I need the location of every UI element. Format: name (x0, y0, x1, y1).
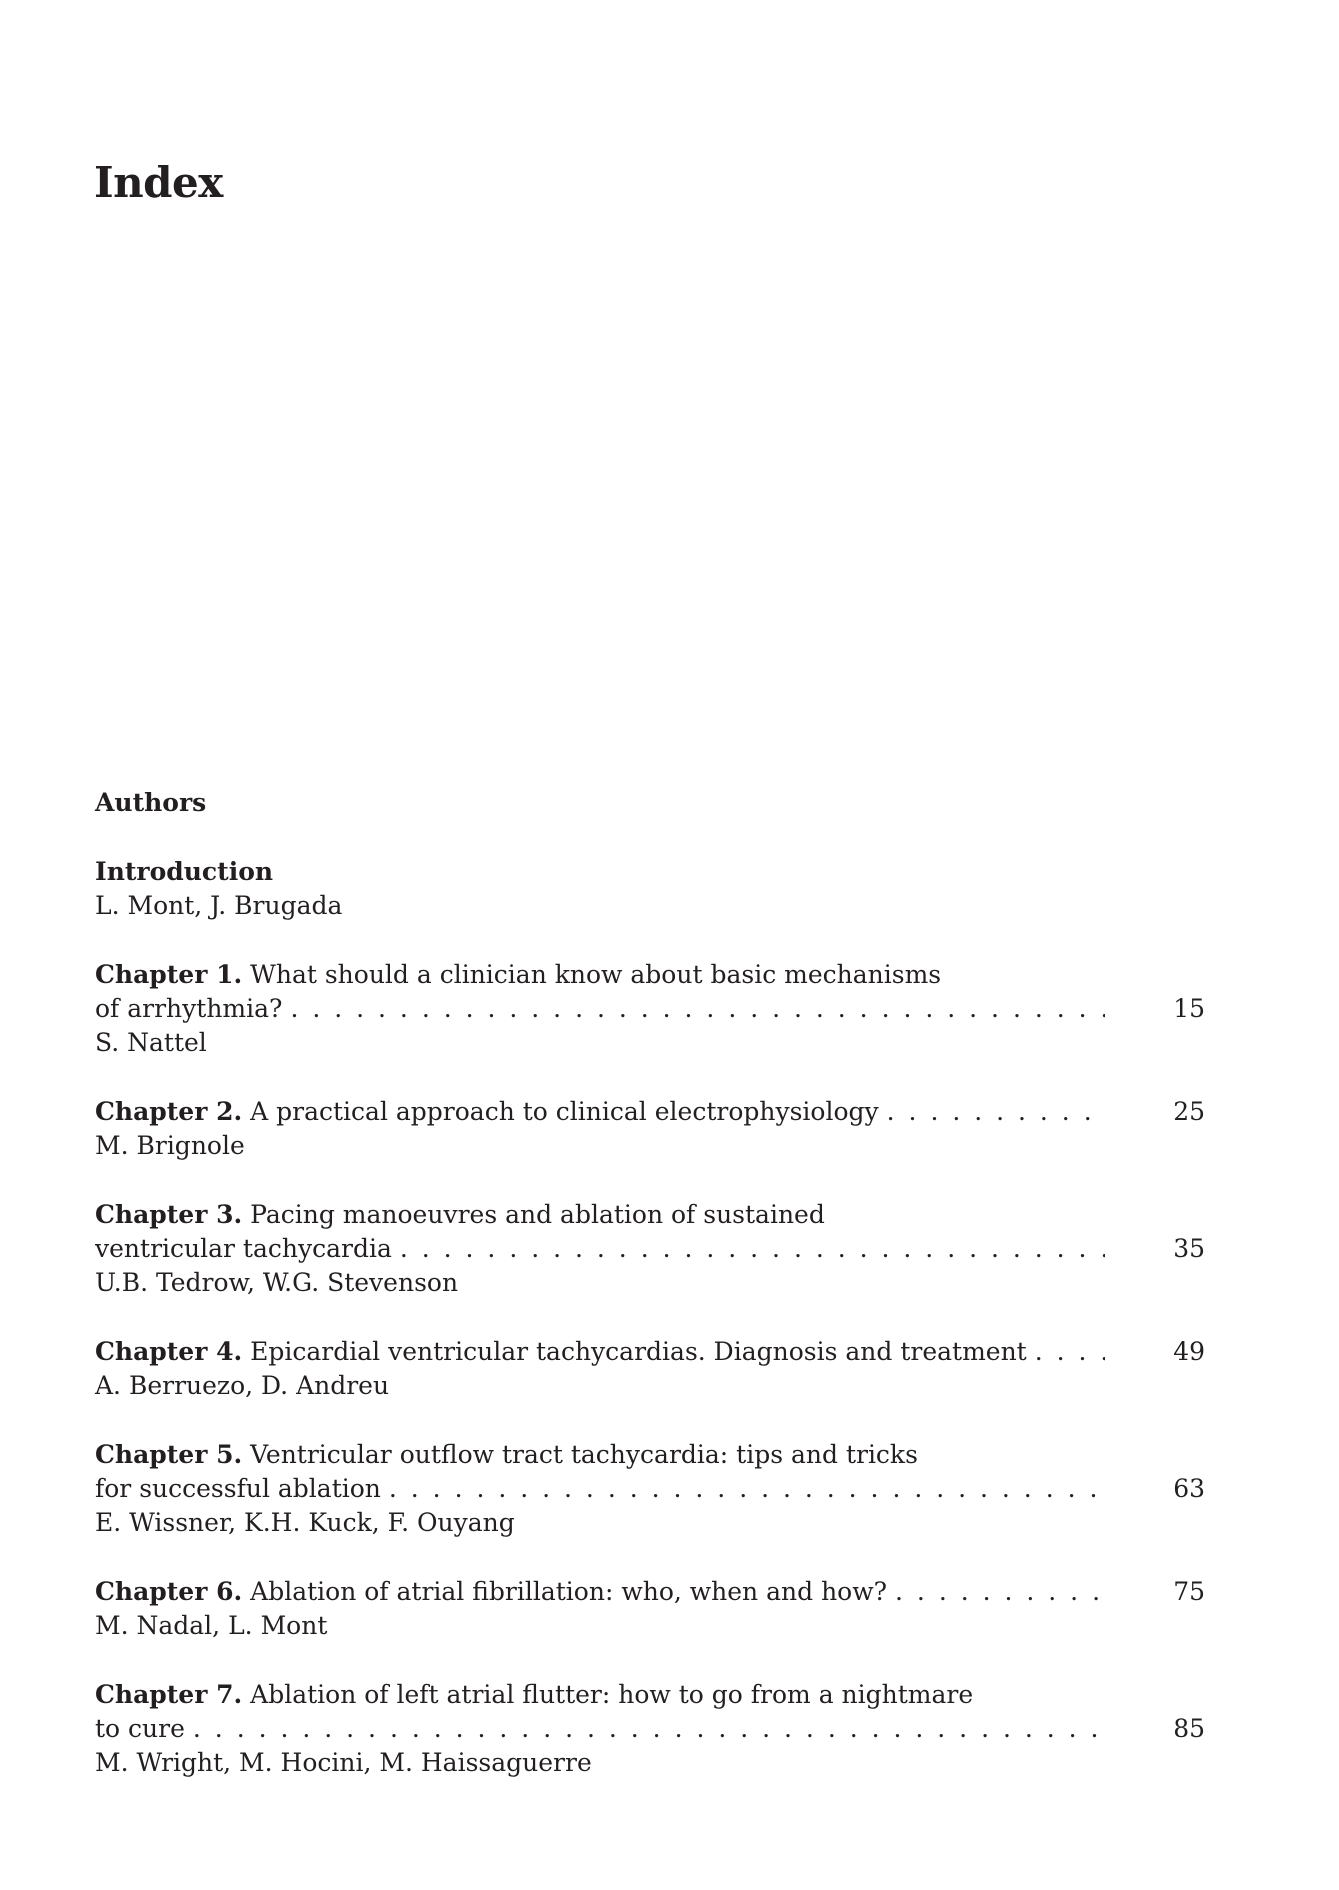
toc-entry-chapter-1[interactable] (95, 958, 1205, 1060)
toc-entry-chapter-2[interactable] (95, 1095, 1205, 1163)
toc-entry-title-line (95, 855, 1205, 889)
entry-page-number: 63 (1173, 1474, 1205, 1503)
toc-entry-title-line (95, 1335, 1205, 1369)
entry-label: Chapter 3. (95, 1200, 243, 1229)
entry-title: Ventricular outflow tract tachycardia: tips and tricks (250, 1440, 918, 1469)
toc-entry-title-line (95, 1678, 1205, 1712)
entry-label: Chapter 6. (95, 1577, 243, 1606)
toc-entry-title-line (95, 1095, 1205, 1129)
entry-page-number: 85 (1173, 1714, 1205, 1743)
dot-leader (389, 1472, 1105, 1506)
toc-entry-introduction[interactable] (95, 855, 1205, 923)
entry-page-number: 15 (1173, 994, 1205, 1023)
entry-label: Introduction (95, 857, 274, 886)
entry-title-continued: of arrhythmia? (95, 994, 283, 1023)
toc-entry-chapter-5[interactable] (95, 1438, 1205, 1540)
entry-label: Chapter 2. (95, 1097, 243, 1126)
entry-title: Pacing manoeuvres and ablation of sustained (250, 1200, 825, 1229)
page-title: Index (94, 158, 223, 207)
toc-entry-title-line (95, 992, 1205, 1026)
entry-authors: M. Nadal, L. Mont (95, 1611, 328, 1640)
entry-authors: U.B. Tedrow, W.G. Stevenson (95, 1268, 459, 1297)
entry-title: Ablation of atrial fibrillation: who, when and how? (250, 1577, 888, 1606)
entry-title: Ablation of left atrial flutter: how to go from a nightmare (250, 1680, 974, 1709)
section-heading-authors: Authors (95, 788, 207, 817)
entry-authors: M. Wright, M. Hocini, M. Haissaguerre (95, 1748, 592, 1777)
toc-entry-title-line (95, 1575, 1205, 1609)
entry-title: Epicardial ventricular tachycardias. Diagnosis and treatment (250, 1337, 1027, 1366)
entry-title: What should a clinician know about basic mechanisms (250, 960, 942, 989)
toc-entry-chapter-7[interactable] (95, 1678, 1205, 1780)
entry-authors: A. Berruezo, D. Andreu (95, 1371, 390, 1400)
entry-title-continued: for successful ablation (95, 1474, 381, 1503)
toc-entry-title-line (95, 1438, 1205, 1472)
entry-label: Chapter 7. (95, 1680, 243, 1709)
entry-label: Chapter 5. (95, 1440, 243, 1469)
toc-entry-title-line (95, 1232, 1205, 1266)
dot-leader (895, 1575, 1105, 1609)
entry-authors: S. Nattel (95, 1028, 207, 1057)
entry-page-number: 25 (1173, 1097, 1205, 1126)
toc-entry-title-line (95, 958, 1205, 992)
entry-authors: L. Mont, J. Brugada (95, 891, 343, 920)
dot-leader (400, 1232, 1105, 1266)
toc-entry-title-line (95, 1198, 1205, 1232)
entry-page-number: 49 (1173, 1337, 1205, 1366)
dot-leader (193, 1712, 1105, 1746)
dot-leader (290, 992, 1105, 1026)
entry-page-number: 35 (1173, 1234, 1205, 1263)
dot-leader (887, 1095, 1105, 1129)
toc-entry-chapter-3[interactable] (95, 1198, 1205, 1300)
entry-page-number: 75 (1173, 1577, 1205, 1606)
toc-entry-chapter-4[interactable] (95, 1335, 1205, 1403)
entry-authors: E. Wissner, K.H. Kuck, F. Ouyang (95, 1508, 515, 1537)
toc-entry-title-line (95, 1472, 1205, 1506)
toc-entry-title-line (95, 1712, 1205, 1746)
table-of-contents (95, 786, 1205, 1815)
toc-entry-chapter-6[interactable] (95, 1575, 1205, 1643)
entry-label: Chapter 1. (95, 960, 243, 989)
entry-title-continued: to cure (95, 1714, 185, 1743)
entry-authors: M. Brignole (95, 1131, 245, 1160)
entry-label: Chapter 4. (95, 1337, 243, 1366)
dot-leader (1035, 1335, 1105, 1369)
entry-title: A practical approach to clinical electrophysiology (250, 1097, 879, 1126)
entry-title-continued: ventricular tachycardia (95, 1234, 392, 1263)
